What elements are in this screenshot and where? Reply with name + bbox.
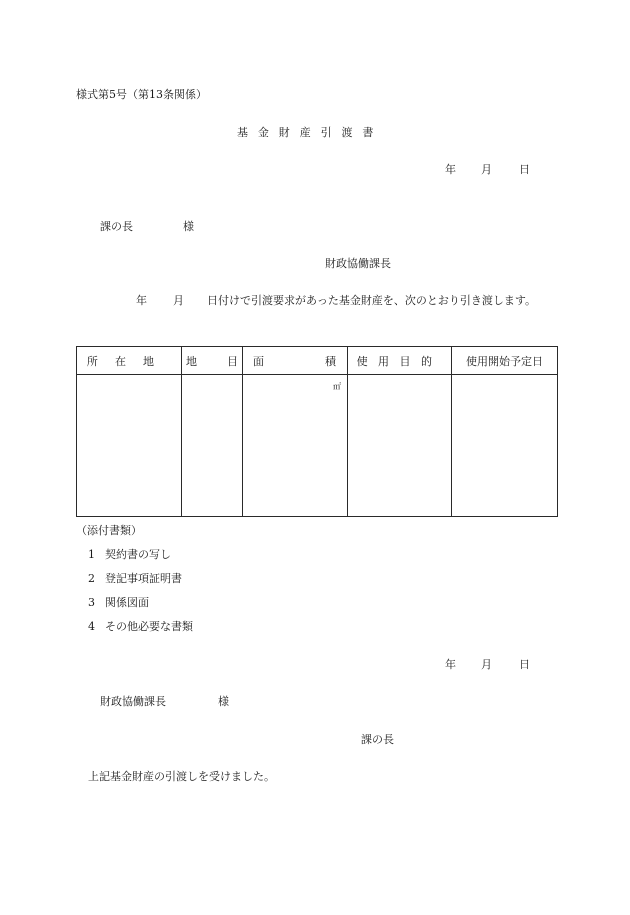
attachment-item — [88, 618, 193, 634]
attachment-item — [88, 546, 171, 562]
addressee-name: 課の長 — [100, 220, 133, 233]
receipt-addressee-honorific: 様 — [218, 695, 229, 708]
receipt-addressee-name: 財政協働課長 — [100, 695, 166, 708]
header-location: 所在地 — [77, 347, 182, 375]
header-purpose: 使用目的 — [348, 347, 452, 375]
header-area-second-char: 積 — [325, 354, 336, 368]
body-year-label: 年 — [136, 294, 147, 307]
receipt-year-label: 年 — [445, 658, 456, 671]
header-land-category-label: 地目 — [186, 354, 238, 368]
receipt-month-label: 月 — [481, 658, 492, 671]
cell-area — [243, 375, 348, 517]
property-table — [76, 346, 558, 517]
receipt-text: 上記基金財産の引渡しを受けました。 — [88, 770, 275, 783]
attachment-item — [88, 570, 182, 586]
receipt-date — [445, 656, 530, 672]
body-month-label: 月 — [173, 294, 184, 307]
addressee-honorific: 様 — [183, 220, 194, 233]
cell-purpose — [348, 375, 452, 517]
sender-name: 財政協働課長 — [325, 257, 391, 270]
receipt-sender: 課の長 — [361, 733, 394, 746]
header-area — [243, 347, 348, 375]
attachment-number: 1 — [88, 548, 95, 561]
attachment-text: 登記事項証明書 — [105, 572, 182, 585]
attachment-item — [88, 594, 149, 610]
body-text: 日付けで引渡要求があった基金財産を、次のとおり引き渡します。 — [207, 294, 537, 307]
document-title: 基金財産引渡書 — [237, 126, 384, 139]
header-start-date: 使用開始予定日 — [452, 347, 558, 375]
attachment-number: 2 — [88, 572, 95, 585]
issue-day-label: 日 — [519, 163, 530, 176]
attachment-text: その他必要な書類 — [105, 620, 193, 633]
table-row — [77, 375, 558, 517]
attachment-number: 3 — [88, 596, 95, 609]
issue-date — [445, 161, 530, 177]
issue-year-label: 年 — [445, 163, 456, 176]
area-unit-label: ㎡ — [333, 382, 341, 391]
table-header-row — [77, 347, 558, 375]
receipt-day-label: 日 — [519, 658, 530, 671]
header-area-first-char: 面 — [253, 354, 264, 368]
header-land-category — [182, 347, 243, 375]
cell-land-category — [182, 375, 243, 517]
attachment-text: 関係図面 — [105, 596, 149, 609]
issue-month-label: 月 — [481, 163, 492, 176]
form-number: 様式第5号（第13条関係） — [76, 88, 207, 101]
attachment-number: 4 — [88, 620, 95, 633]
attachment-text: 契約書の写し — [105, 548, 171, 561]
cell-location — [77, 375, 182, 517]
cell-start-date — [452, 375, 558, 517]
attachments-heading: （添付書類） — [76, 524, 142, 537]
